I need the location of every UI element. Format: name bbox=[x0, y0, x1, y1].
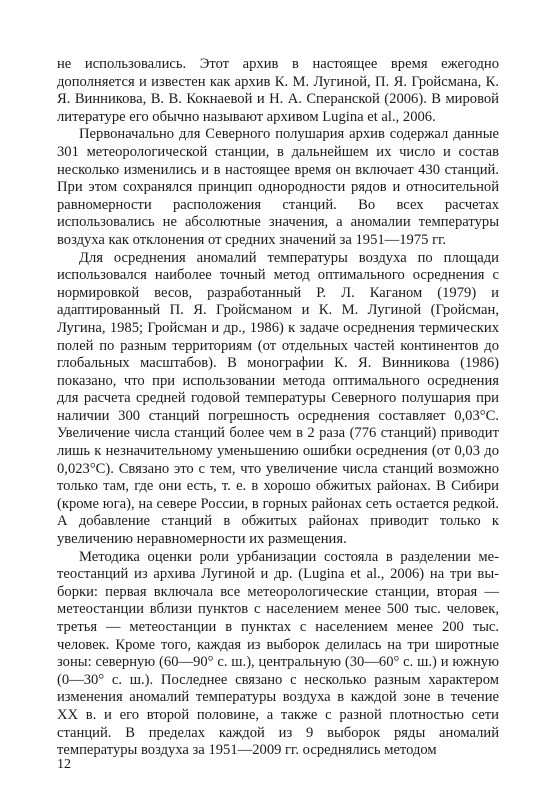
paragraph-archive-description: Первоначально для Северного полушария архив содержал данные 301 метеорологической станции, в дальнейшем их число и состав несколько изменились и в настоящее время он включает 430 станций. При этом сохранялся принцип однородности рядов и относительной равномерности расположения станций. Во всех расчетах использовались не абсолютные значения, а аномалии температуры воздуха как отклонения от средних значений за 1951—1975 гг. bbox=[57, 126, 499, 248]
paragraph-urbanization-method: Методика оценки роли урбанизации состояла в разделении метеостанций из архива Лугиной и др. (Lugina et al., 2006) на три выборки: первая включала все метеорологические станции, вторая — метеостанции вблизи пунктов с населением менее 500 тыс. человек, третья — метеостанции в пунктах с населением менее 200 тыс. человек. Кроме того, каждая из выборок делилась на три широтные зоны: северную (60—90° с. ш.), центральную (30—60° с. ш.) и южную (0—30° с. ш.). Последнее связано с несколько разным характером изменения аномалий температуры воздуха в каждой зоне в течение XX в. и его второй половине, а также с разной плотностью сети станций. В пределах каждой из 9 выборок ряды аномалий температуры воздуха за 1951—2009 гг. осреднялись методом bbox=[57, 548, 499, 759]
paragraph-averaging-method: Для осреднения аномалий температуры воздуха по площади использовался наиболее точный метод оптимального осреднения с нормировкой весов, разработанный Р. Л. Каганом (1979) и адаптированный П. Я. Гройсманом и К. М. Лугиной (Гройсман, Лугина, 1985; Гройсман и др., 1986) к задаче осреднения термических полей по разным территориям (от отдельных частей континентов до глобальных масштабов). В монографии К. Я. Винникова (1986) показано, что при использовании метода оптимального осреднения для расчета средней годовой температуры Северного полушария при наличии 300 станций погрешность осреднения составляет 0,03°С. Увеличение числа станций более чем в 2 раза (776 станций) приводит лишь к незначительному уменьшению ошибки осреднения (от 0,03 до 0,023°С). Связано это с тем, что увеличение числа станций возможно только там, где они есть, т. е. в хорошо обжитых районах. В Сибири (кроме юга), на севере России, в горных районах сеть остается редкой. А добавление станций в обжитых районах приводит только к увеличению неравномерности их размещения. bbox=[57, 249, 499, 548]
page-body bbox=[57, 56, 499, 760]
paragraph-continuation: не использовались. Этот архив в настоящее время ежегодно дополняется и известен как архив К. М. Лугиной, П. Я. Гройсмана, К. Я. Винникова, В. В. Кокнаевой и Н. А. Сперанской (2006). В мировой литературе его обычно называют архивом Lugina et al., 2006. bbox=[57, 56, 499, 125]
page-number: 12 bbox=[57, 757, 71, 772]
